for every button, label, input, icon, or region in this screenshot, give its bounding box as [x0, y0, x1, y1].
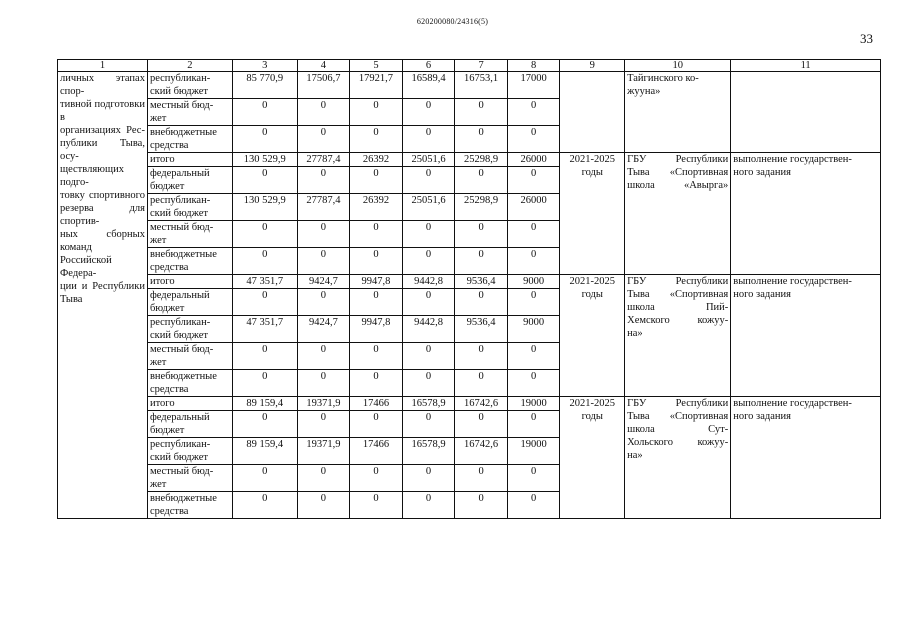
period-cell: 2021-2025 годы: [560, 397, 625, 519]
value-cell-8: 9000: [507, 275, 560, 289]
col-header-8: 8: [507, 60, 560, 72]
value-cell-6: 0: [402, 289, 455, 316]
document-id: 620200080/24316(5): [416, 17, 489, 26]
value-cell-3: 0: [232, 126, 297, 153]
value-cell-3: 0: [232, 343, 297, 370]
value-cell-7: 0: [455, 167, 508, 194]
value-cell-7: 25298,9: [455, 194, 508, 221]
funding-source: итого: [147, 397, 232, 411]
result-cell: выполнение государствен- ного задания: [731, 153, 881, 275]
activity-description: личных этапах спор- тивной подготовки в организациях Рес- публики Тыва, осу- ществляющих подго- товку спортивного резерва для спортив- ных сборных команд Российской Федера- ции и Республики Тыва: [58, 72, 148, 519]
period-cell: 2021-2025 годы: [560, 275, 625, 397]
value-cell-4: 0: [297, 248, 350, 275]
page-number: 33: [860, 31, 873, 46]
col-header-4: 4: [297, 60, 350, 72]
value-cell-3: 0: [232, 99, 297, 126]
value-cell-8: 0: [507, 99, 560, 126]
col-header-2: 2: [147, 60, 232, 72]
value-cell-7: 0: [455, 370, 508, 397]
funding-source: итого: [147, 153, 232, 167]
value-cell-7: 0: [455, 289, 508, 316]
funding-source: республикан- ский бюджет: [147, 316, 232, 343]
value-cell-6: 0: [402, 370, 455, 397]
value-cell-3: 130 529,9: [232, 194, 297, 221]
value-cell-7: 9536,4: [455, 275, 508, 289]
value-cell-6: 0: [402, 411, 455, 438]
value-cell-7: 0: [455, 248, 508, 275]
value-cell-7: 25298,9: [455, 153, 508, 167]
value-cell-6: 9442,8: [402, 316, 455, 343]
funding-source: федеральный бюджет: [147, 167, 232, 194]
value-cell-3: 89 159,4: [232, 397, 297, 411]
value-cell-8: 0: [507, 221, 560, 248]
value-cell-6: 0: [402, 248, 455, 275]
value-cell-4: 9424,7: [297, 275, 350, 289]
value-cell-6: 0: [402, 221, 455, 248]
value-cell-7: 9536,4: [455, 316, 508, 343]
value-cell-7: 0: [455, 99, 508, 126]
value-cell-4: 0: [297, 343, 350, 370]
value-cell-4: 17506,7: [297, 72, 350, 99]
budget-table: [57, 59, 881, 519]
value-cell-3: 0: [232, 411, 297, 438]
value-cell-3: 130 529,9: [232, 153, 297, 167]
value-cell-6: 0: [402, 465, 455, 492]
col-header-3: 3: [232, 60, 297, 72]
value-cell-4: 0: [297, 289, 350, 316]
executor-cell: ГБУ Республики Тыва «Спортивная школа Сут- Хольского кожуу- на»: [625, 397, 731, 519]
value-cell-8: 0: [507, 492, 560, 519]
value-cell-4: 0: [297, 465, 350, 492]
value-cell-6: 16578,9: [402, 438, 455, 465]
value-cell-5: 0: [350, 221, 403, 248]
value-cell-3: 47 351,7: [232, 275, 297, 289]
value-cell-6: 16578,9: [402, 397, 455, 411]
value-cell-8: 0: [507, 370, 560, 397]
value-cell-4: 0: [297, 99, 350, 126]
table-row: [58, 153, 881, 167]
value-cell-8: 0: [507, 248, 560, 275]
value-cell-5: 0: [350, 248, 403, 275]
col-header-7: 7: [455, 60, 508, 72]
value-cell-8: 19000: [507, 438, 560, 465]
value-cell-7: 0: [455, 492, 508, 519]
value-cell-8: 26000: [507, 153, 560, 167]
value-cell-6: 0: [402, 126, 455, 153]
value-cell-8: 0: [507, 465, 560, 492]
funding-source: внебюджетные средства: [147, 126, 232, 153]
value-cell-3: 47 351,7: [232, 316, 297, 343]
value-cell-6: 0: [402, 492, 455, 519]
col-header-10: 10: [625, 60, 731, 72]
value-cell-6: 25051,6: [402, 153, 455, 167]
value-cell-5: 0: [350, 465, 403, 492]
value-cell-4: 27787,4: [297, 194, 350, 221]
value-cell-4: 19371,9: [297, 397, 350, 411]
value-cell-6: 0: [402, 99, 455, 126]
value-cell-7: 0: [455, 411, 508, 438]
value-cell-4: 0: [297, 221, 350, 248]
funding-source: внебюджетные средства: [147, 248, 232, 275]
value-cell-3: 0: [232, 370, 297, 397]
value-cell-8: 0: [507, 167, 560, 194]
value-cell-5: 0: [350, 370, 403, 397]
funding-source: итого: [147, 275, 232, 289]
value-cell-3: 0: [232, 492, 297, 519]
col-header-5: 5: [350, 60, 403, 72]
value-cell-4: 0: [297, 167, 350, 194]
funding-source: республикан- ский бюджет: [147, 194, 232, 221]
col-header-1: 1: [58, 60, 148, 72]
table-row: [58, 72, 881, 99]
value-cell-4: 0: [297, 492, 350, 519]
funding-source: местный бюд- жет: [147, 99, 232, 126]
value-cell-7: 0: [455, 465, 508, 492]
funding-source: федеральный бюджет: [147, 289, 232, 316]
funding-source: местный бюд- жет: [147, 221, 232, 248]
value-cell-8: 26000: [507, 194, 560, 221]
table-row: [58, 275, 881, 289]
result-cell: [731, 72, 881, 153]
executor-cell: Тайгинского ко- жууна»: [625, 72, 731, 153]
executor-cell: ГБУ Республики Тыва «Спортивная школа Пий- Хемского кожуу- на»: [625, 275, 731, 397]
value-cell-5: 0: [350, 492, 403, 519]
col-header-11: 11: [731, 60, 881, 72]
value-cell-3: 0: [232, 465, 297, 492]
value-cell-4: 0: [297, 126, 350, 153]
value-cell-6: 25051,6: [402, 194, 455, 221]
value-cell-8: 17000: [507, 72, 560, 99]
value-cell-5: 0: [350, 99, 403, 126]
value-cell-8: 0: [507, 343, 560, 370]
executor-cell: ГБУ Республики Тыва «Спортивная школа «Авырга»: [625, 153, 731, 275]
value-cell-7: 0: [455, 126, 508, 153]
value-cell-3: 0: [232, 221, 297, 248]
value-cell-5: 0: [350, 411, 403, 438]
value-cell-4: 0: [297, 411, 350, 438]
col-header-6: 6: [402, 60, 455, 72]
value-cell-5: 17921,7: [350, 72, 403, 99]
period-cell: 2021-2025 годы: [560, 153, 625, 275]
funding-source: федеральный бюджет: [147, 411, 232, 438]
col-header-9: 9: [560, 60, 625, 72]
funding-source: республикан- ский бюджет: [147, 438, 232, 465]
value-cell-6: 0: [402, 343, 455, 370]
funding-source: внебюджетные средства: [147, 370, 232, 397]
value-cell-4: 19371,9: [297, 438, 350, 465]
value-cell-3: 0: [232, 289, 297, 316]
header-row: [58, 60, 881, 72]
value-cell-8: 0: [507, 289, 560, 316]
value-cell-5: 9947,8: [350, 275, 403, 289]
value-cell-6: 16589,4: [402, 72, 455, 99]
value-cell-5: 26392: [350, 194, 403, 221]
value-cell-8: 0: [507, 126, 560, 153]
value-cell-4: 9424,7: [297, 316, 350, 343]
table-row: [58, 397, 881, 411]
value-cell-4: 0: [297, 370, 350, 397]
value-cell-7: 16742,6: [455, 438, 508, 465]
value-cell-5: 0: [350, 167, 403, 194]
value-cell-7: 16753,1: [455, 72, 508, 99]
value-cell-8: 9000: [507, 316, 560, 343]
funding-source: местный бюд- жет: [147, 343, 232, 370]
period-cell: [560, 72, 625, 153]
funding-source: внебюджетные средства: [147, 492, 232, 519]
value-cell-7: 0: [455, 221, 508, 248]
result-cell: выполнение государствен- ного задания: [731, 275, 881, 397]
value-cell-3: 0: [232, 248, 297, 275]
value-cell-6: 0: [402, 167, 455, 194]
value-cell-4: 27787,4: [297, 153, 350, 167]
value-cell-7: 0: [455, 343, 508, 370]
result-cell: выполнение государствен- ного задания: [731, 397, 881, 519]
value-cell-7: 16742,6: [455, 397, 508, 411]
value-cell-8: 0: [507, 411, 560, 438]
value-cell-5: 26392: [350, 153, 403, 167]
funding-source: республикан- ский бюджет: [147, 72, 232, 99]
value-cell-6: 9442,8: [402, 275, 455, 289]
value-cell-5: 0: [350, 343, 403, 370]
value-cell-5: 0: [350, 289, 403, 316]
value-cell-5: 0: [350, 126, 403, 153]
value-cell-5: 17466: [350, 438, 403, 465]
value-cell-3: 85 770,9: [232, 72, 297, 99]
value-cell-5: 9947,8: [350, 316, 403, 343]
value-cell-5: 17466: [350, 397, 403, 411]
value-cell-3: 89 159,4: [232, 438, 297, 465]
value-cell-3: 0: [232, 167, 297, 194]
value-cell-8: 19000: [507, 397, 560, 411]
funding-source: местный бюд- жет: [147, 465, 232, 492]
